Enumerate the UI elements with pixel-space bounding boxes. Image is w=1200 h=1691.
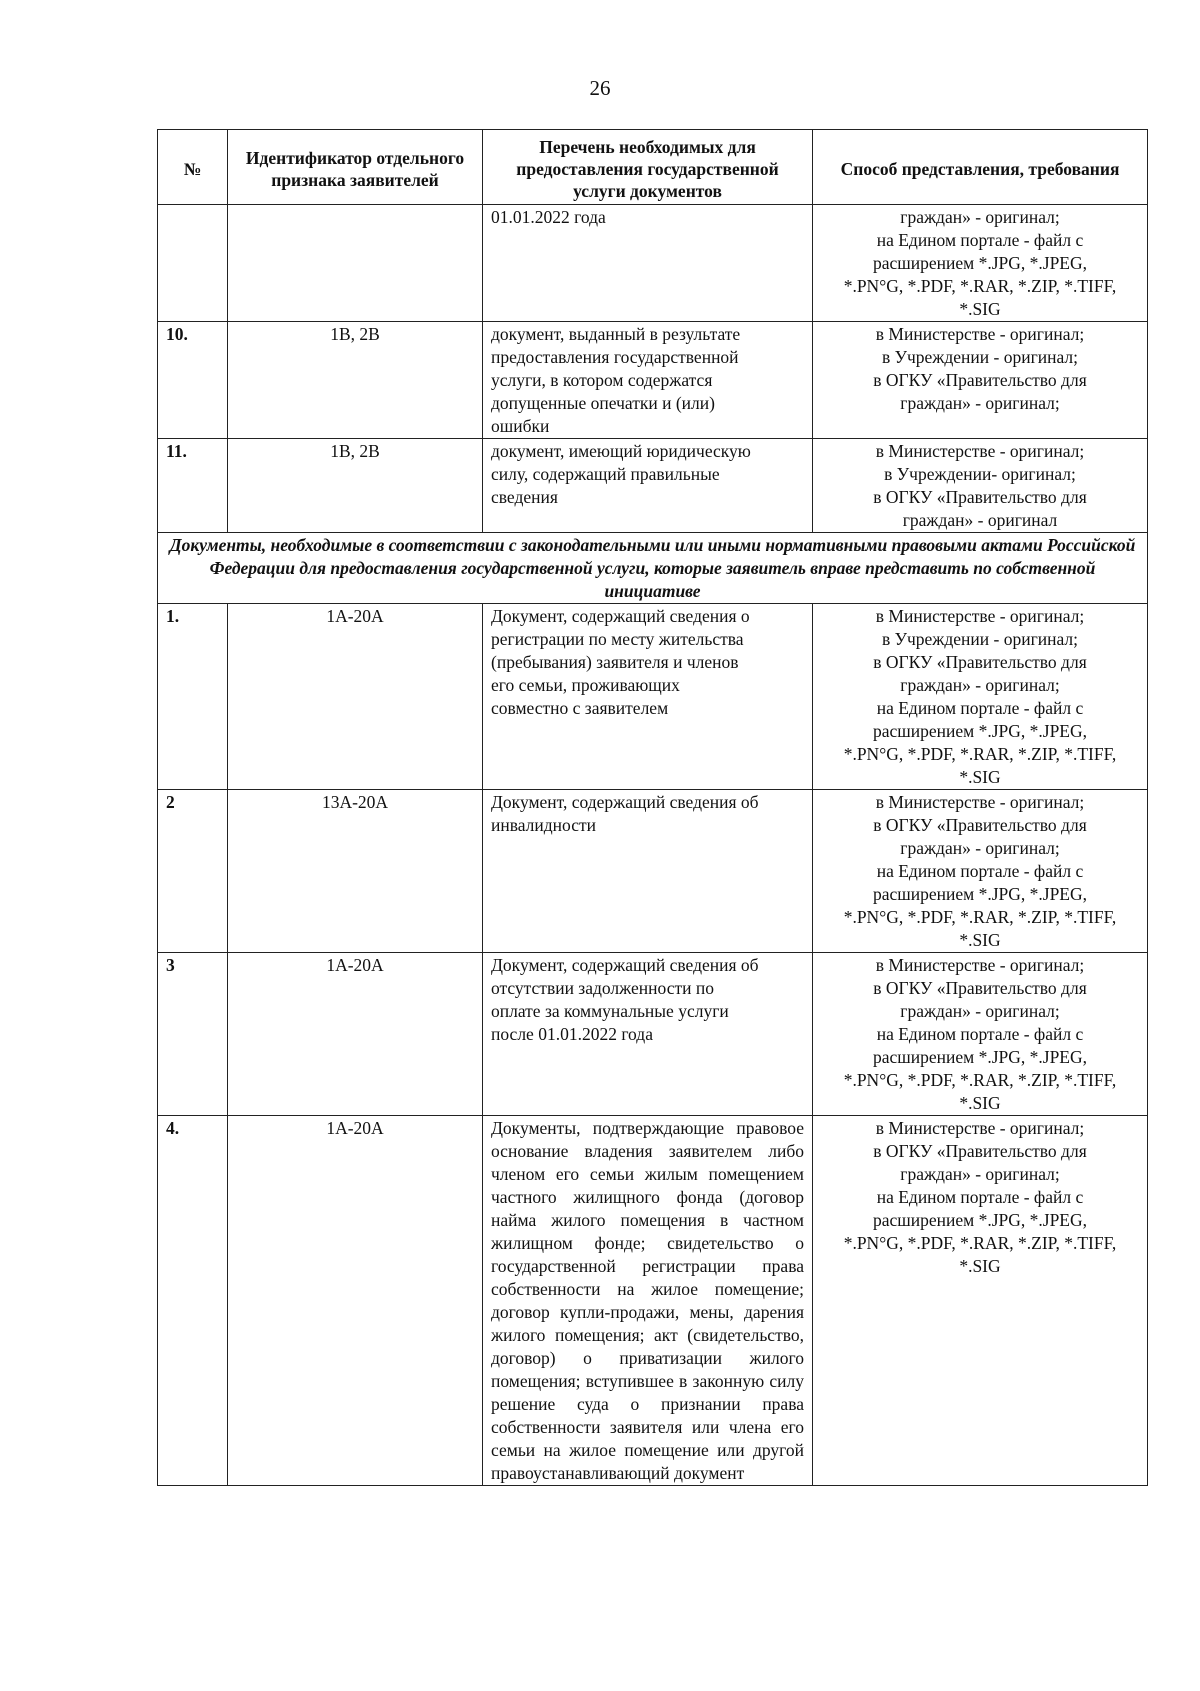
- documents-line: оплате за коммунальные услуги: [491, 1001, 729, 1021]
- section-body: [158, 533, 1148, 604]
- row-method: [813, 790, 1148, 953]
- method-line: *.SIG: [959, 930, 1001, 950]
- method-line: в ОГКУ «Правительство для: [873, 370, 1087, 390]
- header-documents: Перечень необходимых для предоставления государственной услуги документов: [483, 130, 813, 205]
- method-line: в Учреждении- оригинал;: [884, 464, 1076, 484]
- documents-line: (пребывания) заявителя и членов: [491, 652, 739, 672]
- table-header-row: [158, 130, 1148, 205]
- method-line: *.SIG: [959, 1256, 1001, 1276]
- method-line: расширением *.JPG, *.JPEG,: [872, 1210, 1088, 1230]
- documents-line: регистрации по месту жительства: [491, 629, 744, 649]
- row-identifier: 1А-20А: [228, 953, 483, 1116]
- table-row: [158, 322, 1148, 439]
- documents-line: 01.01.2022 года: [491, 207, 606, 227]
- row-number: 11.: [158, 439, 228, 533]
- row-method: [813, 205, 1148, 322]
- method-line: в Учреждении - оригинал;: [881, 347, 1079, 367]
- method-line: граждан» - оригинал;: [900, 675, 1060, 695]
- method-line: на Едином портале - файл с: [876, 1024, 1084, 1044]
- method-line: граждан» - оригинал;: [900, 1001, 1060, 1021]
- method-line: в ОГКУ «Правительство для: [873, 1141, 1087, 1161]
- method-line: *.SIG: [959, 299, 1001, 319]
- documents-line: совместно с заявителем: [491, 698, 669, 718]
- row-number: 1.: [158, 604, 228, 790]
- row-number: 4.: [158, 1116, 228, 1486]
- row-identifier: 13А-20А: [228, 790, 483, 953]
- row-identifier: 1В, 2В: [228, 439, 483, 533]
- method-line: в Министерстве - оригинал;: [875, 792, 1085, 812]
- method-line: *.PN°G, *.PDF, *.RAR, *.ZIP, *.TIFF,: [843, 744, 1117, 764]
- header-method: Способ представления, требования: [813, 130, 1148, 205]
- documents-table: [157, 129, 1148, 1486]
- row-documents: [483, 790, 813, 953]
- documents-line: инвалидности: [491, 815, 597, 835]
- documents-line: Документ, содержащий сведения об: [491, 792, 759, 812]
- method-line: на Едином портале - файл с: [876, 861, 1084, 881]
- method-line: в Министерстве - оригинал;: [875, 1118, 1085, 1138]
- method-line: *.PN°G, *.PDF, *.RAR, *.ZIP, *.TIFF,: [843, 1233, 1117, 1253]
- row-documents: [483, 604, 813, 790]
- method-line: на Едином портале - файл с: [876, 698, 1084, 718]
- row-documents: [483, 322, 813, 439]
- row-documents: [483, 439, 813, 533]
- row-documents: [483, 1116, 813, 1486]
- row-number: 3: [158, 953, 228, 1116]
- method-line: *.PN°G, *.PDF, *.RAR, *.ZIP, *.TIFF,: [843, 276, 1117, 296]
- method-line: на Едином портале - файл с: [876, 1187, 1084, 1207]
- table-row: [158, 205, 1148, 322]
- section-row: [158, 533, 1148, 604]
- row-method: [813, 439, 1148, 533]
- table-row: [158, 790, 1148, 953]
- table-body-top: [158, 205, 1148, 533]
- row-method: [813, 1116, 1148, 1486]
- method-line: граждан» - оригинал;: [900, 838, 1060, 858]
- method-line: в Министерстве - оригинал;: [875, 606, 1085, 626]
- documents-line: после 01.01.2022 года: [491, 1024, 653, 1044]
- row-identifier: 1А-20А: [228, 604, 483, 790]
- page-number: 26: [589, 76, 611, 100]
- row-number: 10.: [158, 322, 228, 439]
- documents-line: Документы, подтверждающие правовое основание владения заявителем либо членом его семьи жилым помещением частного жилищного фонда (договор найма жилого помещения в частном жилищном фонде; свидетельство о государственной регистрации права собственности на жилое помещение; договор купли-продажи, мены, дарения жилого помещения; акт (свидетельство, договор) о приватизации жилого помещения; вступившее в законную силу решение суда о признании права собственности заявителя или члена его семьи на жилое помещение или другой правоустанавливающий документ: [491, 1118, 804, 1483]
- method-line: *.PN°G, *.PDF, *.RAR, *.ZIP, *.TIFF,: [843, 907, 1117, 927]
- row-identifier: [228, 205, 483, 322]
- method-line: расширением *.JPG, *.JPEG,: [872, 721, 1088, 741]
- section-title: Документы, необходимые в соответствии с законодательными или иными нормативными правовыми актами Российской Федерации для предоставления государственной услуги, которые заявитель вправе представить по собственной инициативе: [158, 533, 1148, 604]
- documents-line: сведения: [491, 487, 558, 507]
- row-documents: [483, 953, 813, 1116]
- documents-line: документ, выданный в результате: [491, 324, 741, 344]
- documents-line: ошибки: [491, 416, 550, 436]
- documents-line: его семьи, проживающих: [491, 675, 680, 695]
- method-line: в ОГКУ «Правительство для: [873, 815, 1087, 835]
- method-line: в ОГКУ «Правительство для: [873, 978, 1087, 998]
- method-line: *.SIG: [959, 1093, 1001, 1113]
- row-identifier: 1А-20А: [228, 1116, 483, 1486]
- row-method: [813, 953, 1148, 1116]
- row-number: [158, 205, 228, 322]
- table-row: [158, 953, 1148, 1116]
- method-line: расширением *.JPG, *.JPEG,: [872, 884, 1088, 904]
- header-identifier: Идентификатор отдельного признака заявителей: [228, 130, 483, 205]
- method-line: *.SIG: [959, 767, 1001, 787]
- documents-line: отсутствии задолженности по: [491, 978, 714, 998]
- method-line: граждан» - оригинал;: [900, 207, 1060, 227]
- row-method: [813, 322, 1148, 439]
- table-row: [158, 604, 1148, 790]
- method-line: граждан» - оригинал: [902, 510, 1058, 530]
- method-line: граждан» - оригинал;: [900, 1164, 1060, 1184]
- table-row: [158, 439, 1148, 533]
- method-line: в Министерстве - оригинал;: [875, 324, 1085, 344]
- table-body-bottom: [158, 604, 1148, 1486]
- method-line: расширением *.JPG, *.JPEG,: [872, 253, 1088, 273]
- method-line: *.PN°G, *.PDF, *.RAR, *.ZIP, *.TIFF,: [843, 1070, 1117, 1090]
- row-method: [813, 604, 1148, 790]
- row-identifier: 1В, 2В: [228, 322, 483, 439]
- method-line: в ОГКУ «Правительство для: [873, 487, 1087, 507]
- documents-line: услуги, в котором содержатся: [491, 370, 713, 390]
- table-row: [158, 1116, 1148, 1486]
- documents-line: документ, имеющий юридическую: [491, 441, 751, 461]
- row-number: 2: [158, 790, 228, 953]
- method-line: граждан» - оригинал;: [900, 393, 1060, 413]
- documents-line: Документ, содержащий сведения об: [491, 955, 759, 975]
- documents-line: допущенные опечатки и (или): [491, 393, 715, 413]
- documents-line: силу, содержащий правильные: [491, 464, 720, 484]
- method-line: в ОГКУ «Правительство для: [873, 652, 1087, 672]
- documents-line: предоставления государственной: [491, 347, 739, 367]
- row-documents: [483, 205, 813, 322]
- method-line: расширением *.JPG, *.JPEG,: [872, 1047, 1088, 1067]
- method-line: на Едином портале - файл с: [876, 230, 1084, 250]
- documents-line: Документ, содержащий сведения о: [491, 606, 750, 626]
- header-num: №: [158, 130, 228, 205]
- method-line: в Министерстве - оригинал;: [875, 441, 1085, 461]
- method-line: в Учреждении - оригинал;: [881, 629, 1079, 649]
- method-line: в Министерстве - оригинал;: [875, 955, 1085, 975]
